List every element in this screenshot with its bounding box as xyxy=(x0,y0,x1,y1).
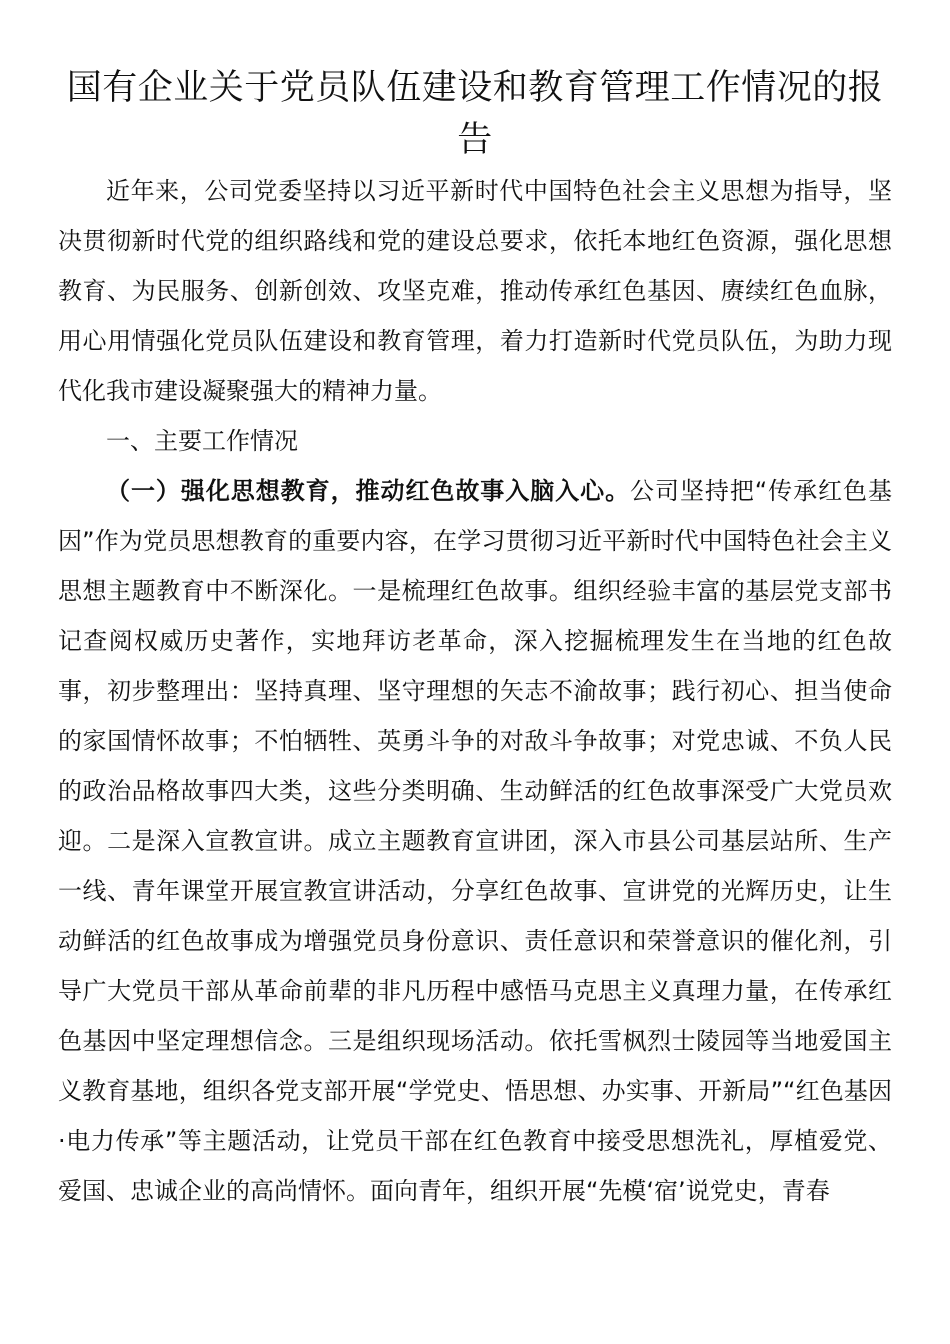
subsection-text: 公司坚持把“传承红色基因”作为党员思想教育的重要内容，在学习贯彻习近平新时代中国特色社会主义思想主题教育中不断深化。一是梳理红色故事。组织经验丰富的基层党支部书记查阅权威历史著作，实地拜访老革命，深入挖掘梳理发生在当地的红色故事，初步整理出：坚持真理、坚守理想的矢志不渝故事；践行初心、担当使命的家国情怀故事；不怕牺牲、英勇斗争的对敌斗争故事；对党忠诚、不负人民的政治品格故事四大类，这些分类明确、生动鲜活的红色故事深受广大党员欢迎。二是深入宣教宣讲。成立主题教育宣讲团，深入市县公司基层站所、生产一线、青年课堂开展宣教宣讲活动，分享红色故事、宣讲党的光辉历史，让生动鲜活的红色故事成为增强党员身份意识、责任意识和荣誉意识的催化剂，引导广大党员干部从革命前辈的非凡历程中感悟马克思主义真理力量，在传承红色基因中坚定理想信念。三是组织现场活动。依托雪枫烈士陵园等当地爱国主义教育基地，组织各党支部开展“学党史、悟思想、办实事、开新局”“红色基因·电力传承”等主题活动，让党员干部在红色教育中接受思想洗礼，厚植爱党、爱国、忠诚企业的高尚情怀。面向青年，组织开展“先模‘宿’说党史，青春 xyxy=(58,477,893,1205)
subsection-lead: （一）强化思想教育，推动红色故事入脑入心。 xyxy=(106,477,631,505)
document-page xyxy=(58,62,892,1216)
section-heading: 一、主要工作情况 xyxy=(106,427,298,455)
subsection-paragraph xyxy=(58,466,892,1216)
document-title: 国有企业关于党员队伍建设和教育管理工作情况的报告 xyxy=(66,68,884,160)
document-body xyxy=(58,166,892,1216)
intro-paragraph: 近年来，公司党委坚持以习近平新时代中国特色社会主义思想为指导，坚决贯彻新时代党的组织路线和党的建设总要求，依托本地红色资源，强化思想教育、为民服务、创新创效、攻坚克难，推动传承红色基因、赓续红色血脉，用心用情强化党员队伍建设和教育管理，着力打造新时代党员队伍，为助力现代化我市建设凝聚强大的精神力量。 xyxy=(58,177,892,405)
